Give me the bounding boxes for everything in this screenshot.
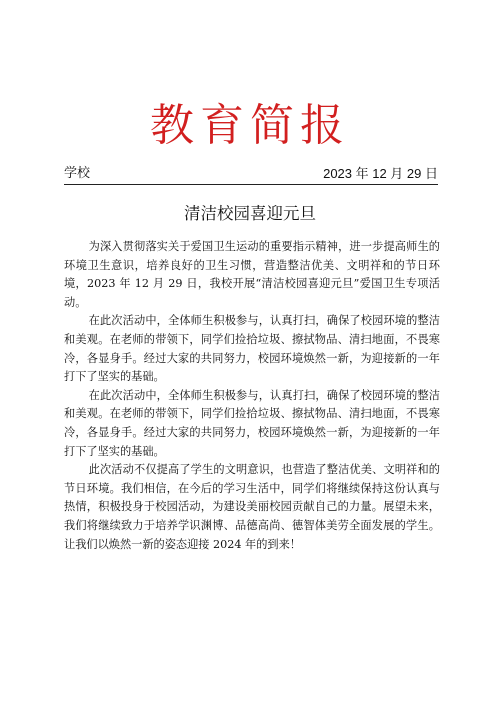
newsletter-masthead: 教育简报 — [150, 100, 350, 151]
article-paragraph: 在此次活动中，全体师生积极参与，认真打扫，确保了校园环境的整洁和美观。在老师的带领下，同学们捡拾垃圾、擦拭物品、清扫地面，不畏寒冷，各显身手。经过大家的共同努力，校园环境焕然一新，为迎接新的一年打下了坚实的基础。 — [64, 314, 440, 384]
article-body — [64, 238, 440, 554]
article-paragraph: 此次活动不仅提高了学生的文明意识，也营造了整洁优美、文明祥和的节日环境。我们相信，在今后的学习生活中，同学们将继续保持这份认真与热情，积极投身于校园活动，为建设美丽校园贡献自己的力量。展望未来，我们将继续致力于培养学识渊博、品德高尚、德智体美劳全面发展的学生。让我们以焕然一新的姿态迎接 2024 年的到来！ — [64, 463, 440, 551]
meta-divider — [64, 184, 438, 185]
meta-row — [64, 165, 438, 185]
article-paragraph: 为深入贯彻落实关于爱国卫生运动的重要指示精神，进一步提高师生的环境卫生意识，培养良好的卫生习惯，营造整洁优美、文明祥和的节日环境，2023 年 12 月 29 日，我校开展“清洁校园喜迎元旦”爱国卫生专项活动。 — [64, 240, 440, 309]
article-headline: 清洁校园喜迎元旦 — [184, 204, 316, 223]
school-label: 学校 — [64, 166, 91, 181]
article-paragraph: 在此次活动中，全体师生积极参与，认真打扫，确保了校园环境的整洁和美观。在老师的带领下，同学们捡拾垃圾、擦拭物品、清扫地面，不畏寒冷，各显身手。经过大家的共同努力，校园环境焕然一新，为迎接新的一年打下了坚实的基础。 — [64, 388, 440, 458]
issue-date: 2023 年 12 月 29 日 — [323, 166, 438, 181]
